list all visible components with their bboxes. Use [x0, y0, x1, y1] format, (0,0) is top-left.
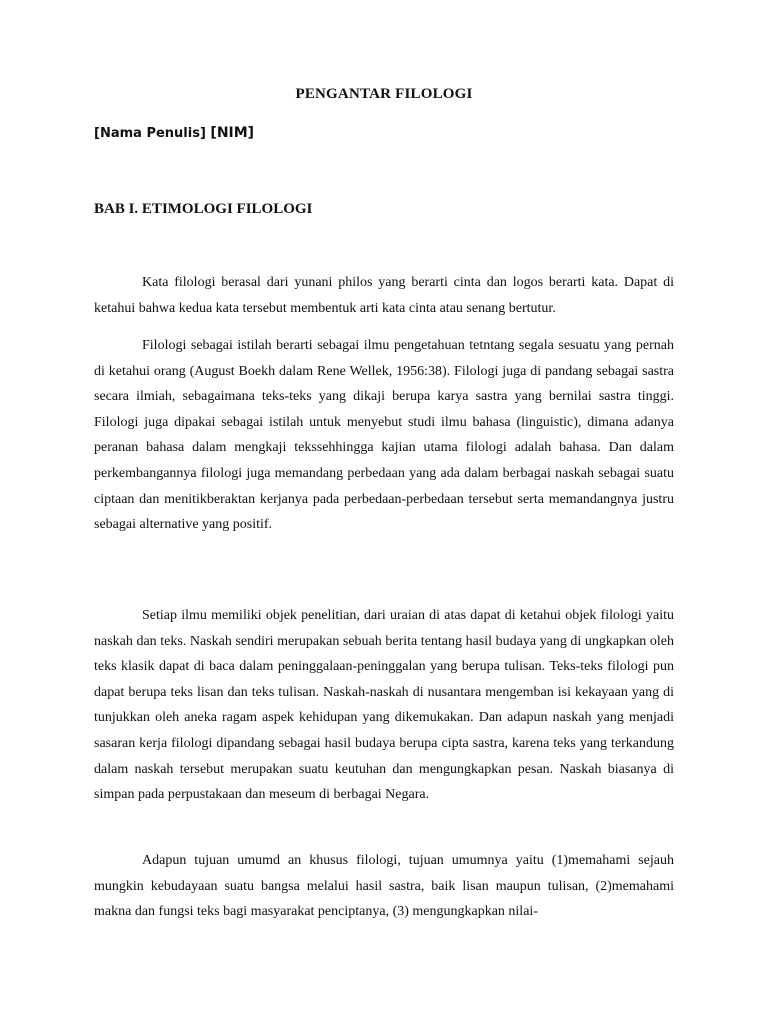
paragraph: Adapun tujuan umumd an khusus filologi, tujuan umumnya yaitu (1)memahami sejauh mungkin kebudayaan suatu bangsa melalui hasil sastra, baik lisan maupun tulisan, (2)memahami makna dan fungsi teks bagi masyarakat penciptanya, (3) mengungkapkan nilai-: [94, 853, 674, 920]
author-name: [Nama Penulis]: [94, 126, 206, 141]
chapter-heading: BAB I. ETIMOLOGI FILOLOGI: [94, 201, 313, 217]
author-nim: [NIM]: [210, 125, 255, 141]
author-line: [94, 125, 254, 141]
paragraph: Filologi sebagai istilah berarti sebagai ilmu pengetahuan tetntang segala sesuatu yang pernah di ketahui orang (August Boekh dalam Rene Wellek, 1956:38). Filologi juga di pandang sebagai sastra secara ilmiah, sebagaimana teks-teks yang dikaji berupa karya sastra yang bernilai sastra tinggi. Filologi juga dipakai sebagai istilah untuk menyebut studi ilmu bahasa (linguistic), dimana adanya peranan bahasa dalam mengkaji tekssehhingga kajian utama filologi adalah bahasa. Dan dalam perkembangannya filologi juga memandang perbedaan yang ada dalam berbagai naskah sebagai suatu ciptaan dan menitikberaktan kerjanya pada perbedaan-perbedaan tersebut serta memandangnya justru sebagai alternative yang positif.: [94, 338, 674, 533]
paragraph: Kata filologi berasal dari yunani philos yang berarti cinta dan logos berarti kata. Dapat di ketahui bahwa kedua kata tersebut membentuk arti kata cinta atau senang bertutur.: [94, 275, 674, 316]
paragraph: Setiap ilmu memiliki objek penelitian, dari uraian di atas dapat di ketahui objek filologi yaitu naskah dan teks. Naskah sendiri merupakan sebuah berita tentang hasil budaya yang di ungkapkan oleh teks klasik dapat di baca dalam peninggalaan-peninggalan yang berupa tulisan. Teks-teks filologi pun dapat berupa teks lisan dan teks tulisan. Naskah-naskah di nusantara mengemban isi kekayaan yang di tunjukkan oleh aneka ragam aspek kehidupan yang dikemukakan. Dan adapun naskah yang menjadi sasaran kerja filologi dipandang sebagai hasil budaya berupa cipta sastra, karena teks yang terkandung dalam naskah tersebut merupakan suatu keutuhan dan mengungkapkan pesan. Naskah biasanya di simpan pada perpustakaan dan meseum di berbagai Negara.: [94, 608, 674, 803]
document-title: PENGANTAR FILOLOGI: [295, 86, 473, 102]
